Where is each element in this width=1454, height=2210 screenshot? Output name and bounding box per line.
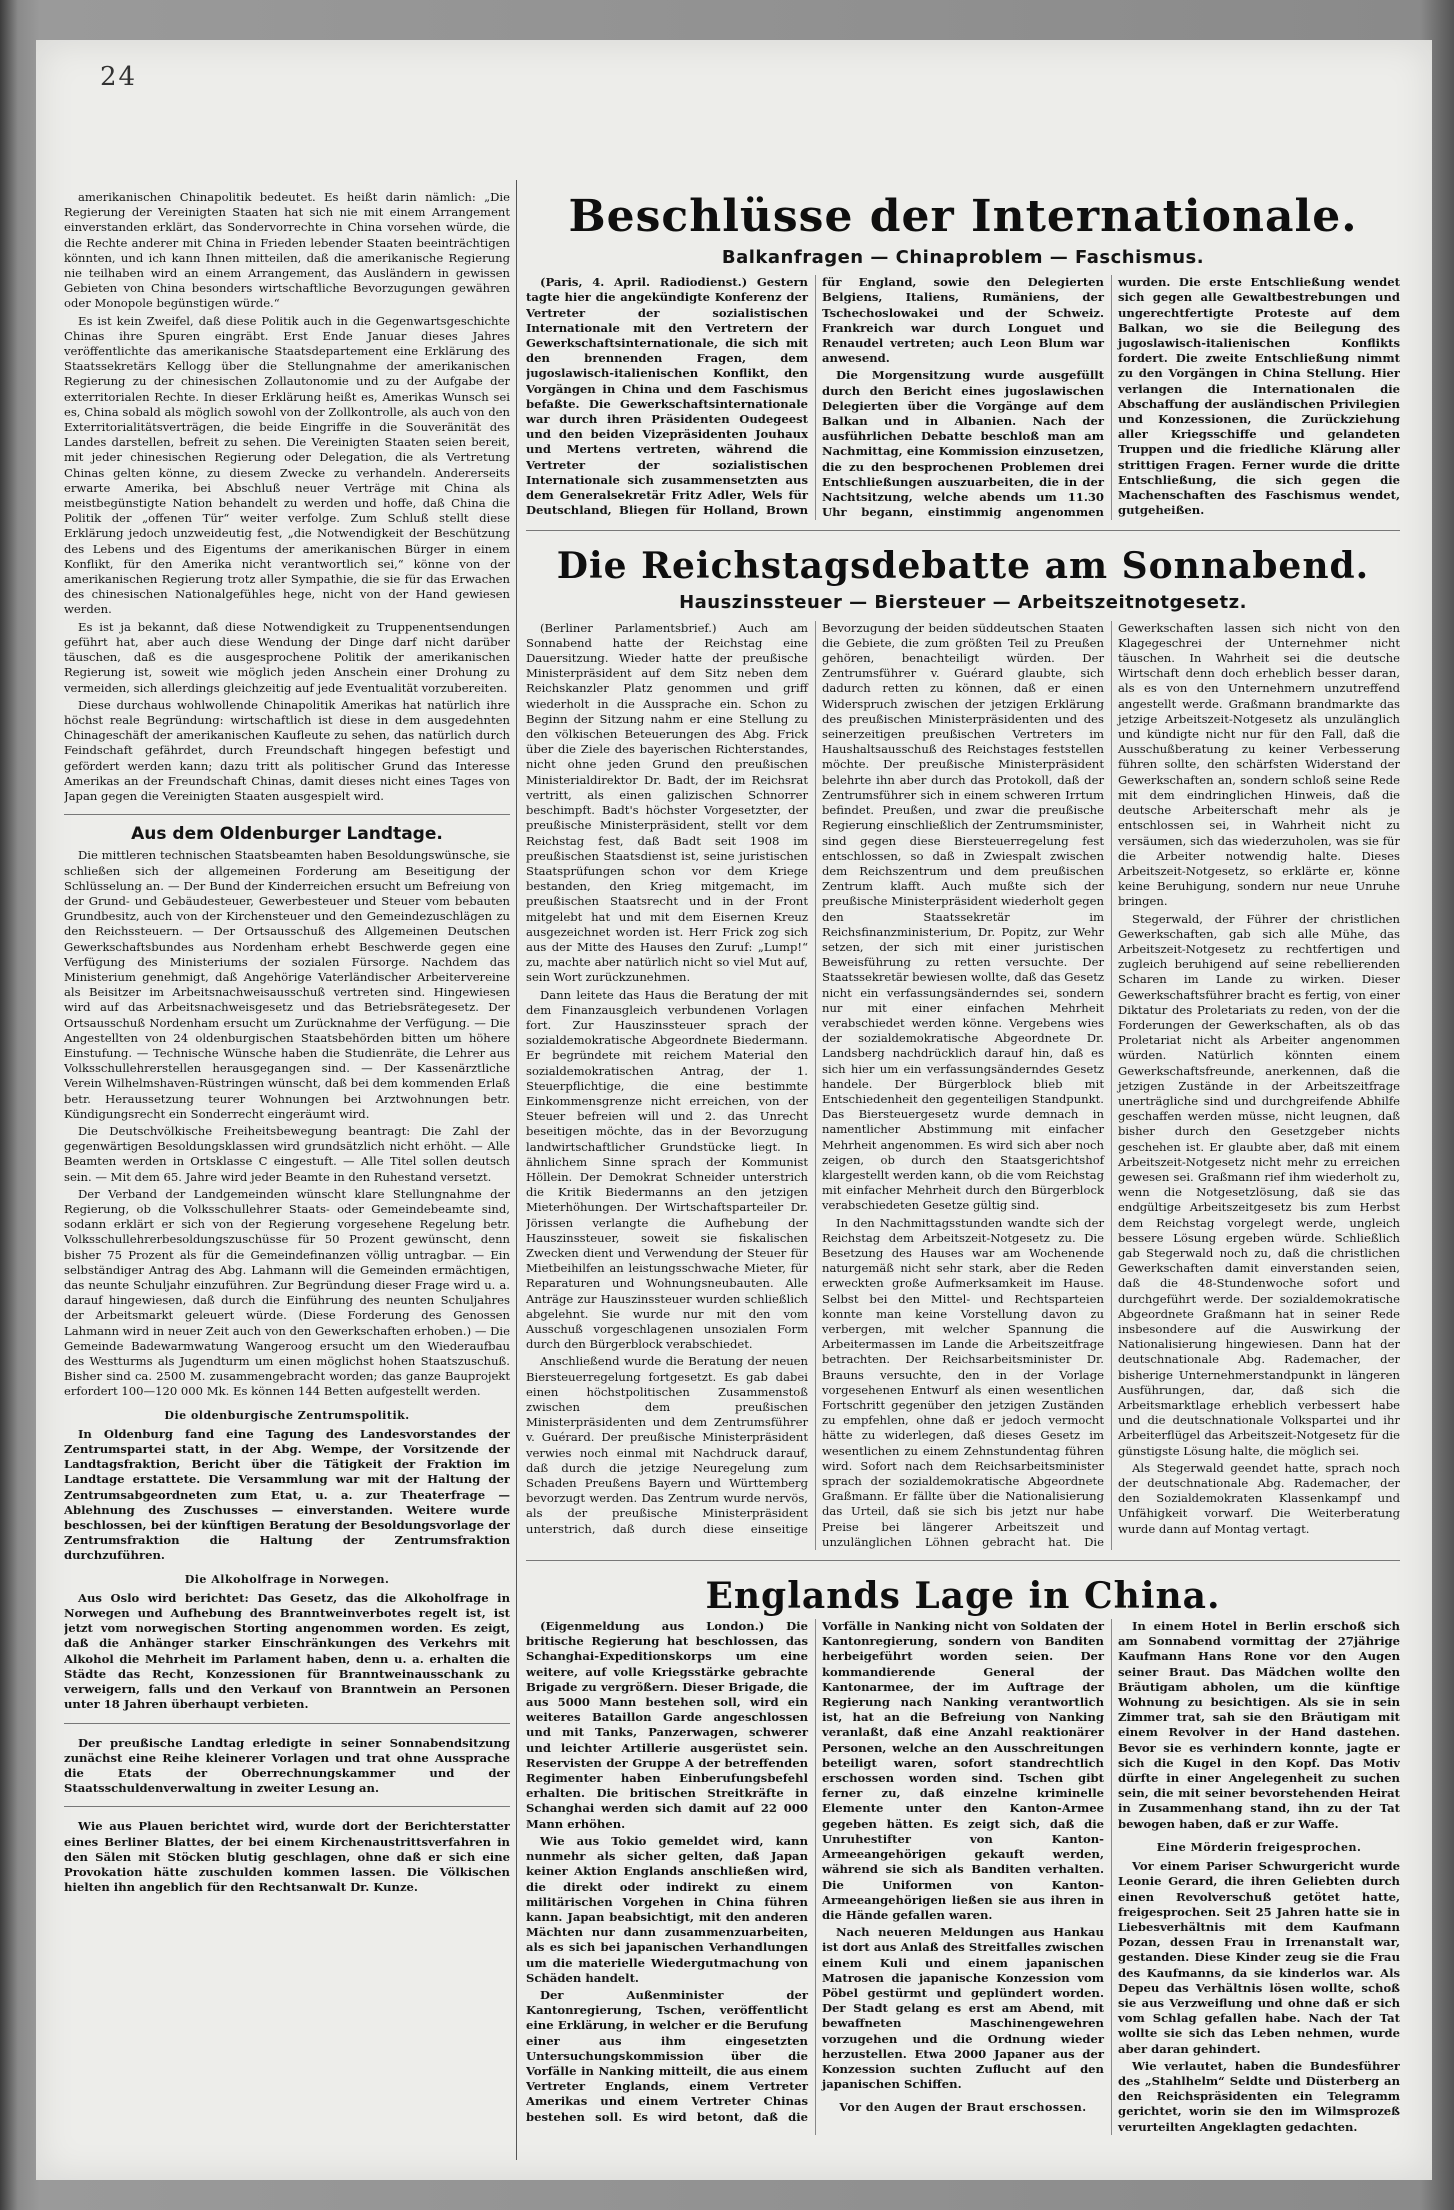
paragraph: Nach neueren Meldungen aus Hankau ist dort aus Anlaß des Streitfalles zwischen einem Kuli und einem japanischen Matrosen die japanische Konzession vom Pöbel gestürmt und geplündert worden. Der Stadt gelang es erst am Abend, mit bewaffneten Maschinengewehren vorzugehen und die Ordnung wieder herzustellen. Etwa 2000 Japaner aus der Konzession suchten Zuflucht auf den japanischen Schiffen. (822, 1925, 1104, 2092)
paragraph: (Eigenmeldung aus London.) Die britische Regierung hat beschlossen, das Schanghai-Expeditionskorps um eine weitere, auf volle Kriegsstärke gebrachte Brigade zu vergrößern. Dieser Brigade, die aus 5000 Mann bestehen soll, wird ein weiteres Bataillon Garde angeschlossen und mit Tanks, Panzerwagen, schwerer und leichter Artillerie ausgerüstet sein. Reservisten der Gruppe A der betreffenden Regimenter haben Einberufungsbefehl erhalten. Die britischen Streitkräfte in Schanghai werden sich damit auf 22 000 Mann erhöhen. (526, 1619, 808, 1831)
alkohol-headline: Die Alkoholfrage in Norwegen. (184, 1572, 390, 1586)
paragraph: In einem Hotel in Berlin erschoß sich am Sonnabend vormittag der 27jährige Kaufmann Hans Rone vor den Augen seiner Braut. Das Mädchen wollte den Bräutigam abholen, um die künftige Wohnung zu besichtigen. Als sie in sein Zimmer trat, sah sie den Bräutigam mit einem Revolver in der Hand dastehen. Bevor sie es verhindern konnte, jagte er sich die Kugel in den Kopf. Das Motiv dürfte in einer Angelegenheit zu suchen sein, die mit seiner bevorstehenden Heirat in Zusammenhang stand, ihn zu der Tat bewogen haben, daß er zur Waffe. (1118, 1619, 1400, 1831)
paragraph: amerikanischen Chinapolitik bedeutet. Es heißt darin nämlich: „Die Regierung der Vereinigten Staaten hat sich nie mit einem Arrangement einverstanden erklärt, das Sondervorrechte in China vorsehen würde, die die Rechte anderer mit China in Frieden lebender Staaten beeinträchtigen könnten, und ich kann Ihnen mitteilen, daß die amerikanische Regierung nie teilhaben wird an einem Arrangement, das Ausländern in gewissen Gebieten von China besonders wirtschaftliche Bevorzugungen gewähren oder Monopole begünstigen würde.“ (64, 190, 510, 311)
paragraph: Es ist ja bekannt, daß diese Notwendigkeit zu Truppenentsendungen geführt hat, aber auch diese Wendung der Dinge darf nicht darüber täuschen, daß es die ausgesprochene Politik der amerikanischen Regierung ist, soweit wie möglich jeden Anschein einer Drohung zu vermeiden, sich allerdings gleichzeitig auf jede Eventualität vorzubereiten. (64, 619, 510, 695)
internationale-article (526, 275, 1400, 520)
braut-headline: Vor den Augen der Braut erschossen. (839, 2101, 1087, 2115)
paragraph: In den Nachmittagsstunden wandte sich der Reichstag dem Arbeitszeit-Notgesetz zu. Die Besetzung des Hauses war am Wochenende naturgemäß nicht sehr stark, aber die Reden erweckten große Aufmerksamkeit im Hause. Selbst bei den Mittel- und Rechtsparteien konnte man keine Vorstellung davon zu verbergen, mit welcher Spannung die Arbeitermassen im Lande die Arbeitszeitfrage betrachten. Der Reichsarbeitsminister Dr. Brauns versuchte, den in der Vorlage vorgesehenen Entwurf als einen wesentlichen Fortschritt gegenüber den jetzigen Zuständen zu empfehlen, ohne daß er jedoch vermocht hätte zu widerlegen, daß dieses Gesetz im wesentlichen zu einem Zehnstundentag führen wird. Sofort nach dem Reichsarbeitsminister sprach der sozialdemokratische Abgeordnete Graßmann. Er fällte über die Nationalisierung das Urteil, daß sie sich bis jetzt nur habe Preise bei längerer Arbeitszeit und unzulänglichen Löhnen gebracht hat. Die Gewerkschaften lassen sich nicht von den Klagegeschrei der Unternehmer nicht täuschen. In Wahrheit sei die deutsche Wirtschaft denn doch erheblich besser daran, als es von den Unternehmern unzutreffend angestellt werde. Graßmann brandmarkte das jetzige Arbeitszeit-Notgesetz als unzulänglich und kündigte nicht nur für den Fall, daß die Ausschußberatung zu keiner Verbesserung führen sollte, den schärfsten Widerstand der Gewerkschaften an, sondern schloß seine Rede mit dem eindringlichen Hinweis, daß die deutsche Arbeiterschaft mehr als je entschlossen sei, in Wahrheit nicht zu versäumen, sich das wiederzuholen, was sie für die Arbeiter notwendig halte. Dieses Arbeitszeit-Notgesetz, so erklärte er, könne keine Beruhigung, sondern nur neue Unruhe bringen. (822, 620, 1400, 1549)
paragraph: Stegerwald, der Führer der christlichen Gewerkschaften, gab sich alle Mühe, das Arbeitszeit-Notgesetz zu rechtfertigen und zugleich beruhigend auf seine rebellierenden Scharen im Lande zu wirken. Dieser Gewerkschaftsführer bracht es fertig, von einer Diktatur des Proletariats zu reden, von der die Forderungen der Gewerkschaften, als ob das Proletariat nicht als Arbeiter angenommen würden. Natürlich könnten einem Gewerkschaftsfreunde, anerkennen, daß die jetzigen Zustände in der Arbeitszeitfrage unerträgliche sind und durchgreifende Abhilfe geschaffen werden müsse, nicht leugnen, daß bisher durch den Gesetzgeber nichts geschehen ist. Er glaubte aber, daß mit einem Arbeitszeit-Notgesetz nicht mehr zu erreichen gewesen sei. Graßmann rief ihm wiederholt zu, wenn die Notgesetzlösung, daß sie das endgültige Arbeitszeitgesetz bis zum Herbst dem Reichstag vorgelegt werde, ungleich bessere Lösung ergeben würde. Schließlich gab Stegerwald noch zu, daß die christlichen Gewerkschaften damit einverstanden seien, daß die 48-Stundenwoche sofort und durchgeführt werde. Der sozialdemokratische Abgeordnete Graßmann hat in seiner Rede insbesondere auf die Auswirkung der Nationalisierung hingewiesen. Dann hat der deutschnationale Abg. Rademacher, der bisherige Unternehmerstandpunkt in längeren Ausführungen, dar, daß sich die Arbeitsmarktlage erheblich verbessert habe und die deutschnationale Volkspartei und ihr Arbeiterflügel das Arbeitszeit-Notgesetz für die günstigste Lösung halte, die möglich sei. (1118, 911, 1400, 1458)
england-article (526, 1619, 1400, 2135)
reichstag-headline: Die Reichstagsdebatte am Sonnabend. (556, 545, 1370, 588)
zentrum-article (64, 1427, 510, 1564)
divider (64, 1723, 510, 1724)
page-number: 24 (100, 62, 138, 92)
paragraph: Wie verlautet, haben die Bundesführer des „Stahlhelm“ Seldte und Düsterberg an den Reichspräsidenten ein Telegramm gerichtet, worin sie den im Wilmsprozeß verurteilten Angeklagten gedachten. (1118, 2058, 1400, 2134)
paragraph: Diese durchaus wohlwollende Chinapolitik Amerikas hat natürlich ihre höchst reale Begründung: wirtschaftlich ist diese in dem ausgedehnten Chinageschäft der amerikanischen Kaufleute zu sehen, das natürlich durch Feindschaft gefährdet, durch Freundschaft hingegen befestigt und gefördert werden kann; dazu tritt als politischer Grund das Interesse Amerikas an der Freundschaft Chinas, damit dieses nicht eines Tages von Japan gegen die Vereinigten Staaten ausgespielt wird. (64, 697, 510, 803)
china-policy-article (64, 190, 510, 804)
paragraph: Der preußische Landtag erledigte in seiner Sonnabendsitzung zunächst eine Reihe kleinerer Vorlagen und trat ohne Aussprache die Etats der Oberrechnungskammer und der Staatsschuldenverwaltung in zweiter Lesung an. (64, 1735, 510, 1796)
divider (64, 1806, 510, 1807)
paragraph: Wie aus Tokio gemeldet wird, kann nunmehr als sicher gelten, daß Japan keiner Aktion Englands anschließen wird, die direkt oder indirekt zu einem militärischen Vorgehen in China führen kann. Japan beabsichtigt, mit den anderen Mächten nur dann zusammenzuarbeiten, als es sich bei japanischen Verhandlungen um die materielle Wiedergutmachung von Schäden handelt. (526, 1833, 808, 1985)
reichstag-deck: Hauszinssteuer — Biersteuer — Arbeitszeitnotgesetz. (679, 592, 1247, 614)
divider (526, 1560, 1400, 1561)
divider (64, 814, 510, 815)
internationale-headline: Beschlüsse der Internationale. (568, 191, 1358, 242)
divider (526, 530, 1400, 531)
england-headline: Englands Lage in China. (705, 1575, 1221, 1618)
paragraph: Dann leitete das Haus die Beratung der mit dem Finanzausgleich verbundenen Vorlagen fort. Zur Hauszinssteuer sprach der sozialdemokratische Abgeordnete Biedermann. Er begründete mit reichem Material den sozialdemokratischen Antrag, der 1. Steuerpflichtige, die eine bestimmte Einkommensgrenze nicht erreichen, von der Steuer befreien will und 2. das Unrecht beseitigen möchte, das in der Bevorzugung landwirtschaftlicher Grundstücke liegt. In ähnlichem Sinne sprach der Kommunist Höllein. Der Demokrat Schneider unterstrich die Kritik Biedermanns an den jetzigen Mieterhöhungen. Der Wirtschaftsparteiler Dr. Jörissen verlangte die Aufhebung der Hauszinssteuer, soweit sie fiskalischen Zwecken dient und Verwendung der Steuer für Mietbeihilfen an leistungsschwache Mieter, für Reparaturen und Wohnungsneubauten. Alle Anträge zur Hauszinssteuer wurden schließlich abgelehnt. Sie wurde nur mit den vom Ausschuß vorgeschlagenen unsozialen Form durch den Bürgerblock verabschiedet. (526, 987, 808, 1352)
zentrum-headline: Die oldenburgische Zentrumspolitik. (164, 1408, 410, 1422)
paragraph: Der Außenminister der Kantonregierung, Tschen, veröffentlicht eine Erklärung, in welcher er die Berufung einer aus ihm eingesetzten Untersuchungskommission über die Vorfälle in Nanking mitteilt, die aus einem Vertreter Englands, einem Vertreter Amerikas und einem Vertreter Chinas bestehen soll. Es wird betont, daß die Vorfälle in Nanking nicht von Soldaten der Kantonregierung, sondern von Banditen herbeigeführt worden seien. Der kommandierende General der Kantonarmee, der im Auftrage der Regierung nach Nanking verantwortlich ist, hat an die Befreiung von Nanking veranlaßt, daß eine Anzahl reaktionärer Personen, welche an den Ausschreitungen beteiligt waren, sofort standrechtlich erschossen worden sind. Tschen gibt ferner zu, daß einzelne kriminelle Elemente unter den Kanton-Armee gegeben hätten. Es zeigt sich, daß die Unruhestifter von Kanton-Armeeangehörigen gekauft werden, während sie sich als Banditen verhalten. Die Uniformen von Kanton-Armeeangehörigen ließen sie aus ihren in die Hände gefallen waren. (526, 1619, 1104, 2124)
left-column (64, 190, 510, 2150)
paragraph: Als Stegerwald geendet hatte, sprach noch der deutschnationale Abg. Rademacher, der den Sozialdemokraten Klassenkampf und Unfähigkeit vorwarf. Die Weiterberatung wurde dann auf Montag vertagt. (1118, 1460, 1400, 1536)
paragraph: Anschließend wurde die Beratung der neuen Biersteuerregelung fortgesetzt. Es gab dabei einen höchstpolitischen Zusammenstoß zwischen dem preußischen Ministerpräsidenten und dem Zentrumsführer v. Guérard. Der preußische Ministerpräsident verwies noch einmal mit Nachdruck darauf, daß durch die jetzige Neuregelung zum Schaden Preußens Bayern und Württemberg bevorzugt werden. Das Zentrum wurde nervös, als der preußische Ministerpräsident unterstrich, daß durch diese einseitige Bevorzugung der beiden süddeutschen Staaten die Gebiete, die zum größten Teil zu Preußen gehören, benachteiligt würden. Der Zentrumsführer v. Guérard glaubte, sich dadurch retten zu können, daß er einen Widerspruch zwischen der jetzigen Erklärung des preußischen Ministerpräsidenten und des seinerzeitigen preußischen Vertreters im Haushaltsausschuß des Reichstages feststellen möchte. Der preußische Ministerpräsident belehrte ihn aber durch das Protokoll, daß der Zentrumsführer sich in einem schweren Irrtum befindet. Preußen, und zwar die preußische Regierung einschließlich der Zentrumsminister, sind gegen diese Biersteuerregelung fest entschlossen, so daß in Zwiespalt zwischen dem Reichszentrum und dem preußischen Zentrum klafft. Auch mußte sich der preußische Ministerpräsident wiederholt gegen den Staatssekretär im Reichsfinanzministerium, Dr. Popitz, zur Wehr setzen, der sich mit einer juristischen Beweisführung zu retten versuchte. Der Staatssekretär bewiesen wollte, daß das Gesetz nicht ein verfassungsänderndes sei, sondern nur mit einer einfachen Mehrheit verabschiedet werden könne. Vergebens wies der sozialdemokratische Abgeordnete Dr. Landsberg nachdrücklich darauf hin, daß es sich hier um ein verfassungsänderndes Gesetz handele. Der Bürgerblock blieb mit Entschiedenheit den gegenteiligen Standpunkt. Das Biersteuergesetz wurde demnach in namentlicher Abstimmung mit einfacher Mehrheit angenommen. Es wird sich aber noch zeigen, ob durch den Staatsgerichtshof klargestellt werden kann, ob die vom Reichstag mit einfacher Mehrheit durch den Bürgerblock verabschiedeten Gesetze gültig sind. (526, 620, 1104, 1536)
paragraph: Die mittleren technischen Staatsbeamten haben Besoldungswünsche, sie schließen sich der allgemeinen Forderung am Beseitigung der Schlüsselung an. — Der Bund der Kinderreichen ersucht um Befreiung von der Grund- und Gebäudesteuer, Gewerbesteuer und Steuer vom bebauten Grundbesitz, auch von der Kirchensteuer und den Gemeindezuschlägen zu den Reichssteuern. — Der Ortsausschuß des Allgemeinen Deutschen Gewerkschaftsbundes aus Nordenham erhebt Beschwerde gegen eine Verfügung des Ministeriums der sozialen Fürsorge. Nachdem das Ministerium genehmigt, daß Angehörige Vaterländischer Arbeitervereine als Beisitzer im Arbeitsnachweisausschuß vertreten sind. Hingewiesen wird auf das Arbeitsnachweisgesetz und das Betriebsrätegesetz. Der Ortsausschuß Nordenham ersucht um Zurücknahme der Verfügung. — Die Angestellten von 24 oldenburgischen Staatsbehörden bitten um höhere Einstufung. — Technische Wünsche haben die Studienräte, die Lehrer aus Volksschullehrerstellen herausgegangen sind. — Der Kassenärztliche Verein Wilhelmshaven-Rüstringen wünscht, daß bei dem kommenden Erlaß betr. Heraussetzung teurer Wohnungen bei Arztwohnungen betr. Kündigungsrecht ein Sonderrecht eingeräumt wird. (64, 848, 510, 1121)
column-divider (516, 180, 517, 2160)
internationale-deck: Balkanfragen — Chinaproblem — Faschismus. (721, 247, 1205, 268)
paragraph: Aus Oslo wird berichtet: Das Gesetz, das die Alkoholfrage in Norwegen und Aufhebung des Branntweinverbotes regelt ist, ist jetzt vom norwegischen Storting angenommen worden. Es zeigt, daß die Anhänger starker Einschränkungen des Verkehrs mit Alkohol die Mehrheit im Parlament haben, denn u. a. erhalten die Städte das Recht, Konzessionen für Branntweinausschank zu verweigern, falls und den Verkauf von Branntwein an Personen unter 18 Jahren überhaupt verbieten. (64, 1590, 510, 1712)
alkohol-article (64, 1591, 510, 1895)
paragraph: (Paris, 4. April. Radiodienst.) Gestern tagte hier die angekündigte Konferenz der Vertreter der sozialistischen Internationale mit den Vertretern der Gewerkschaftsinternationale, die sich mit den brennenden Fragen, dem jugoslawisch-italienischen Konflikt, den Vorgängen in China und dem Faschismus befaßte. Die Gewerkschaftsinternationale war durch ihren Präsidenten Oudegeest und den beiden Vizepräsidenten Jouhaux und Mertens vertreten, während die Vertreter der sozialistischen Internationale sich zusammensetzten aus dem Generalsekretär Fritz Adler, Wels für Deutschland, Bliegen für Holland, Brown für England, sowie den Delegierten Belgiens, Italiens, Rumäniens, der Tschechoslowakei und der Schweiz. Frankreich war durch Longuet und Renaudel vertreten; auch Leon Blum war anwesend. (526, 275, 1104, 518)
paragraph: In Oldenburg fand eine Tagung des Landesvorstandes der Zentrumspartei statt, in der Abg. Wempe, der Vorsitzende der Landtagsfraktion, Bericht über die Tätigkeit der Fraktion im Landtage erstattete. Die Versammlung war mit der Haltung der Zentrumsabgeordneten zum Etat, u. a. zur Theaterfrage — Ablehnung des Zuschusses — einverstanden. Weitere wurde beschlossen, bei der künftigen Beratung der Besoldungsvorlage der Zentrumsfraktion die Haltung der Zentrumsfraktion durchzuführen. (64, 1426, 510, 1563)
paragraph: Die Deutschvölkische Freiheitsbewegung beantragt: Die Zahl der gegenwärtigen Besoldungsklassen wird grundsätzlich nicht erhöht. — Alle Beamten werden in Ortsklasse C eingestuft. — Alle Titel sollen deutsch sein. — Mit dem 65. Jahre wird jeder Beamte in den Ruhestand versetzt. (64, 1123, 510, 1184)
oldenburg-headline: Aus dem Oldenburger Landtage. (131, 824, 443, 845)
paragraph: Es ist kein Zweifel, daß diese Politik auch in die Gegenwartsgeschichte Chinas ihre Spuren eingräbt. Erst Ende Januar dieses Jahres veröffentlichte das amerikanische Staatsdepartement eine Erklärung des Staatssekretärs Kellogg über die Stellungnahme der amerikanischen Regierung zu der chinesischen Zollautonomie und zu der Aufgabe der exterritorialen Rechte. In dieser Erklärung heißt es, Amerikas Wunsch sei es, China sobald als möglich sowohl von der Zollkontrolle, als auch von den Exterritorialitätsverträgen, die beide Eingriffe in die Souveränität des Landes darstellen, befreit zu sehen. Die Vereinigten Staaten seien bereit, mit jeder chinesischen Regierung oder Delegation, die als Vertretung Chinas gelten könne, zu diesem Zwecke zu verhandeln. Andererseits erwarte Amerika, bei Abschluß neuer Verträge mit China als meistbegünstigte Nation behandelt zu werden und hoffe, daß China die Politik der „offenen Tür“ weiter verfolge. Zum Schluß stellt diese Erklärung jedoch unzweideutig fest, „die Notwendigkeit der Beschützung des Lebens und des Eigentums der amerikanischen Bürger in einem Konflikt, für den Amerika nicht verantwortlich sei,“ könne von der amerikanischen Regierung trotz aller Sympathie, die sie für das Erwachen des chinesischen Nationalgefühles hege, nicht von der Hand gewiesen werden. (64, 313, 510, 617)
oldenburg-article (64, 848, 510, 1399)
paragraph: Wie aus Plauen berichtet wird, wurde dort der Berichterstatter eines Berliner Blattes, der bei einem Kirchenaustrittsverfahren in den Sälen mit Stöcken blutig geschlagen, ohne daß er sich eine Provokation hätte zuschulden kommen lassen. Die Völkischen hielten ihn angeblich für den Rechtsanwalt Dr. Kunze. (64, 1819, 510, 1895)
moerderin-headline: Eine Mörderin freigesprochen. (1156, 1840, 1362, 1854)
paragraph: Vor einem Pariser Schwurgericht wurde Leonie Gerard, die ihren Geliebten durch einen Revolverschuß getötet hatte, freigesprochen. Seit 25 Jahren hatte sie in Liebesverhältnis mit dem Kaufmann Pozan, dessen Frau in Irrenanstalt war, gestanden. Diese Kinder zeug sie die Frau des Kaufmanns, da sie kinderlos war. Als Depeu das Verhältnis lösen wollte, schoß sie aus Verzweiflung und ohne daß er sich vom Schlag gefallen habe. Nach der Tat wollte sie sich das Leben nehmen, wurde aber daran gehindert. (1118, 1859, 1400, 2056)
reichstag-article (526, 621, 1400, 1550)
paragraph: Die Morgensitzung wurde ausgefüllt durch den Bericht eines jugoslawischen Delegierten über die Vorgänge auf dem Balkan und in Albanien. Nach der ausführlichen Debatte beschloß man am Nachmittag, eine Kommission einzusetzen, die zu den besprochenen Problemen drei Entschließungen auszuarbeiten, die in der Nachtsitzung, welche abends um 11.30 Uhr begann, einstimmig angenommen wurden. Die erste Entschließung wendet sich gegen alle Gewaltbestrebungen und ungerechtfertigte Proteste auf dem Balkan, wo sie die Beilegung des jugoslawisch-italienischen Konflikts fordert. Die zweite Entschließung nimmt zu den Vorgängen in China Stellung. Hier verlangen die Internationalen die Abschaffung der ausländischen Privilegien und Konzessionen, die Zurückziehung aller Kriegsschiffe und gelandeten Truppen und die friedliche Klärung aller strittigen Fragen. Ferner wurde die dritte Entschließung, die sich gegen die Machenschaften des Faschismus wendet, gutgeheißen. (822, 275, 1400, 520)
paragraph: Der Verband der Landgemeinden wünscht klare Stellungnahme der Regierung, ob die Volksschullehrer Staats- oder Gemeindebeamte sind, sodann erklärt er sich von der Regierung vorgesehene Regelung betr. Volksschullehrerbesoldungszuschüsse für 50 Prozent gewünscht, denn bisher 75 Prozent als für die Gemeindefinanzen völlig untragbar. — Ein selbständiger Antrag des Abg. Lahmann will die Gemeinden ermächtigen, das neunte Schuljahr einzuführen. Zur Begründung dieser Frage wird u. a. darauf hingewiesen, daß durch die Einführung des neunten Schuljahres der Arbeitsmarkt geleuert würde. (Diese Forderung des Genossen Lahmann wird in neuer Zeit auch von den Gewerkschaften erhoben.) — Die Gemeinde Badewarmwatung Wangeroog ersucht um den Wiederaufbau des Westturms als Jugendturm um einen möglichst hohen Staatszuschuß. Bisher sind ca. 2500 M. zusammengebracht worden; das ganze Bauprojekt erfordert 100—120 000 Mk. Es können 144 Betten aufgestellt werden. (64, 1186, 510, 1399)
paragraph: (Berliner Parlamentsbrief.) Auch am Sonnabend hatte der Reichstag eine Dauersitzung. Wieder hatte der preußische Ministerpräsident auf dem Sitz neben dem Reichskanzler Platz genommen und griff wiederholt in die Aussprache ein. Schon zu Beginn der Sitzung nahm er eine Stellung zu den völkischen Beteuerungen des Abg. Frick über die Ziele des bayerischen Richterstandes, nicht ohne jeden Grund den preußischen Ministerialdirektor Dr. Badt, der im Reichsrat vertritt, als einen galizischen Schnorrer beschimpft. Badt's höchster Vorgesetzter, der preußische Ministerpräsident, stellt vor dem Reichstag fest, daß Badt seit 1908 im preußischen Staatsdienst ist, seine juristischen Staatsprüfungen schon vor dem Kriege bestanden, den Krieg mitgemacht, im preußischen Staatsrecht und in der Front mitgelebt hat und mit dem Eisernen Kreuz ausgezeichnet worden ist. Herr Frick zog sich aus der Mitte des Hauses den Zuruf: „Lump!“ zu, machte aber natürlich nicht so viel Mut auf, sein Wort zurückzunehmen. (526, 620, 808, 985)
right-area (526, 190, 1400, 2150)
